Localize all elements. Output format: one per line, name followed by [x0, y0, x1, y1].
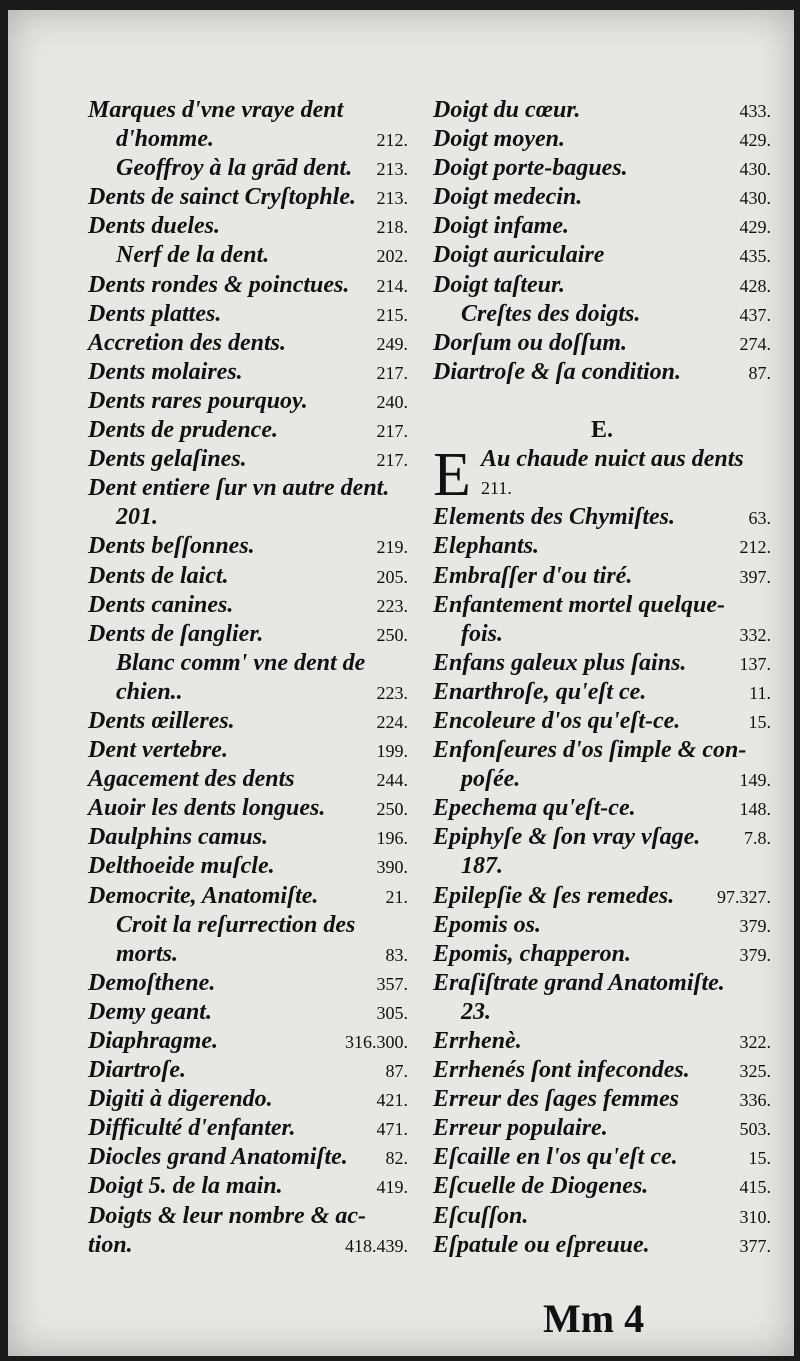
- index-entry-text: Dent entiere ſur vn autre dent.: [88, 475, 390, 502]
- index-entry-text: Doigt moyen.: [433, 126, 565, 153]
- index-entry-page-ref: 379.: [739, 944, 771, 965]
- index-entry-text: Diartroſe.: [88, 1057, 186, 1084]
- index-entry-text: Doigt infame.: [433, 213, 569, 240]
- index-entry-text: Dents molaires.: [88, 358, 243, 385]
- index-entry: [88, 329, 408, 358]
- index-entry-page-ref: 214.: [376, 275, 408, 296]
- index-entry-page-ref: 390.: [376, 857, 408, 878]
- right-column-bottom-entries: [433, 503, 771, 1259]
- index-entry: [433, 882, 771, 911]
- index-entry: [88, 1114, 408, 1143]
- index-entry: [433, 998, 771, 1027]
- index-entry: [88, 1056, 408, 1085]
- index-entry-text: Croit la reſurrection des: [116, 911, 356, 938]
- index-entry-page-ref: 322.: [739, 1032, 771, 1052]
- index-entry-page-ref: 377.: [739, 1235, 771, 1256]
- index-entry-text: Epomis os.: [433, 911, 542, 938]
- index-entry-page-ref: 332.: [739, 624, 771, 645]
- index-entry: [88, 1027, 408, 1056]
- index-entry: [433, 125, 771, 154]
- index-entry: [88, 620, 408, 649]
- index-entry-page-ref: 223.: [376, 595, 408, 616]
- index-column-left: [88, 96, 408, 1260]
- index-entry: [88, 154, 408, 183]
- index-entry-text: Elephants.: [433, 533, 540, 560]
- index-entry-text: Enfantement mortel quelque-: [433, 591, 726, 618]
- index-entry-text: Difficulté d'enfanter.: [88, 1115, 296, 1142]
- index-entry-text: Geoffroy à la grād dent.: [116, 155, 353, 182]
- index-entry-text: 201.: [116, 504, 158, 531]
- index-entry: [88, 562, 408, 591]
- index-entry-page-ref: 240.: [376, 391, 408, 412]
- index-entry: [88, 998, 408, 1027]
- index-entry-page-ref: 63.: [748, 508, 771, 529]
- index-entry: [88, 125, 408, 154]
- index-entry: [433, 503, 771, 532]
- index-entry-page-ref: 7.8.: [744, 828, 771, 849]
- index-entry-text: d'homme.: [116, 126, 215, 153]
- index-entry: [433, 736, 771, 765]
- index-entry-text: Dents gelaſines.: [88, 446, 247, 473]
- index-entry: [88, 911, 408, 940]
- index-entry-text: Dents rares pourquoy.: [88, 387, 308, 414]
- index-entry: [433, 940, 771, 969]
- index-entry-page-ref: 325.: [739, 1061, 771, 1082]
- index-entry-page-ref: 437.: [739, 304, 771, 325]
- index-entry: [433, 765, 771, 794]
- index-entry-page-ref: 15.: [748, 711, 771, 732]
- index-entry-page-ref: 379.: [739, 915, 771, 936]
- index-entry-page-ref: 15.: [748, 1148, 771, 1169]
- index-entry: [433, 969, 771, 998]
- index-entry: [433, 1231, 771, 1260]
- index-entry-text: Diaphragme.: [88, 1028, 219, 1054]
- index-entry: [433, 1085, 771, 1114]
- index-entry-text: Democrite, Anatomiſte.: [88, 882, 319, 909]
- index-entry-page-ref: 244.: [376, 770, 408, 791]
- index-entry: [88, 532, 408, 561]
- index-entry-text: Eſcaille en l'os qu'eſt ce.: [433, 1144, 678, 1171]
- index-entry-text: Enfans galeux plus ſains.: [433, 649, 687, 676]
- index-entry: [88, 707, 408, 736]
- index-entry-page-ref: 97.327.: [717, 886, 771, 907]
- index-entry-text: Doigt auriculaire: [433, 242, 605, 269]
- index-entry-text: Erreur populaire.: [433, 1115, 608, 1142]
- index-entry-page-ref: 250.: [376, 799, 408, 820]
- index-entry-text: Enarthroſe, qu'eſt ce.: [433, 678, 647, 705]
- index-entry-text: Epomis, chapperon.: [433, 940, 632, 967]
- index-entry-text: Marques d'vne vraye dent: [88, 97, 344, 123]
- index-entry-page-ref: 148.: [739, 799, 771, 820]
- index-entry-page-ref: 418.439.: [345, 1235, 408, 1256]
- index-entry-text: Erreur des ſages femmes: [433, 1086, 679, 1113]
- index-entry-page-ref: 87.: [385, 1061, 408, 1082]
- signature-mark: Mm 4: [543, 1296, 645, 1341]
- index-entry: [433, 154, 771, 183]
- index-entry-page-ref: 213.: [376, 188, 408, 209]
- index-entry-page-ref: 137.: [739, 653, 771, 674]
- index-entry-text: Embraſſer d'ou tiré.: [433, 562, 633, 589]
- index-entry-page-ref: 205.: [376, 566, 408, 587]
- section-letter-heading: E.: [590, 417, 613, 444]
- index-entry-text: 23.: [461, 998, 491, 1025]
- index-entry: [88, 445, 408, 474]
- index-entry: [433, 620, 771, 649]
- index-entry-text: Doigt taſteur.: [433, 271, 566, 298]
- index-entry: [88, 1085, 408, 1114]
- index-entry-text: Diartroſe & ſa condition.: [433, 358, 682, 385]
- index-entry: [433, 1172, 771, 1201]
- index-entry-page-ref: 397.: [739, 566, 771, 587]
- index-entry-text: Diocles grand Anatomiſte.: [88, 1144, 348, 1171]
- index-entry: [433, 183, 771, 212]
- right-column-top-entries: [433, 96, 771, 387]
- index-entry: [88, 852, 408, 881]
- index-entry-page-ref: 21.: [385, 886, 408, 907]
- index-entry-text: Eraſiſtrate grand Anatomiſte.: [433, 969, 725, 996]
- section-spacer: [433, 387, 771, 416]
- index-column-right: [433, 96, 771, 1260]
- index-entry-text: Elements des Chymiſtes.: [433, 504, 675, 531]
- index-entry: [88, 736, 408, 765]
- index-entry-text: Demoſthene.: [88, 969, 216, 996]
- index-entry-page-ref: 223.: [376, 682, 408, 703]
- index-entry-page-ref: 429.: [739, 130, 771, 151]
- index-entry: [88, 96, 408, 125]
- index-entry-page-ref: 202.: [376, 246, 408, 267]
- index-entry-text: 187.: [461, 853, 503, 880]
- index-entry-text: Dents dueles.: [88, 213, 220, 240]
- index-entry-text: chien..: [116, 678, 183, 705]
- index-entry-page-ref: 316.300.: [345, 1032, 408, 1052]
- index-entry-page-ref: 430.: [739, 188, 771, 209]
- index-entry-page-ref: 213.: [376, 159, 408, 180]
- index-entry: [88, 1143, 408, 1172]
- index-entry-page-ref: 336.: [739, 1090, 771, 1111]
- index-entry: [88, 969, 408, 998]
- index-entry-page-ref: 428.: [739, 275, 771, 296]
- index-entry-text: Doigt porte-bagues.: [433, 155, 628, 182]
- index-entry-text: tion.: [88, 1231, 133, 1258]
- index-entry-text: Errhenè.: [433, 1028, 522, 1054]
- index-entry: [88, 271, 408, 300]
- index-entry-page-ref: 435.: [739, 246, 771, 267]
- index-entry-text: Dents rondes & poinctues.: [88, 271, 350, 298]
- index-entry: [433, 562, 771, 591]
- index-entry-text: Dents œilleres.: [88, 707, 235, 734]
- index-entry: [433, 911, 771, 940]
- index-entry-page-ref: 421.: [376, 1090, 408, 1111]
- index-entry-page-ref: 217.: [376, 421, 408, 442]
- dropcap-entry-text: Au chaude nuict aus dents: [481, 446, 744, 473]
- index-entry-text: Agacement des dents: [88, 766, 295, 793]
- index-entry-text: Errhenés ſont infecondes.: [433, 1057, 690, 1084]
- index-entry: [88, 794, 408, 823]
- index-entry-page-ref: 224.: [376, 711, 408, 732]
- index-entry-page-ref: 429.: [739, 217, 771, 238]
- index-entry-text: Doigt medecin.: [433, 184, 583, 211]
- index-entry: [88, 300, 408, 329]
- index-entry-page-ref: 249.: [376, 333, 408, 354]
- index-entry-text: Blanc comm' vne dent de: [116, 649, 366, 676]
- index-entry: [433, 271, 771, 300]
- index-entry-page-ref: 11.: [749, 682, 771, 703]
- index-entry-text: Accretion des dents.: [88, 329, 286, 356]
- index-entry: [88, 474, 408, 503]
- index-entry-text: Doigts & leur nombre & ac-: [88, 1202, 367, 1229]
- index-entry: [88, 1231, 408, 1260]
- index-entry-page-ref: 305.: [376, 1002, 408, 1023]
- dropcap-entry-ref: 211.: [481, 478, 512, 499]
- index-entry-text: Eſcuelle de Diogenes.: [433, 1173, 649, 1200]
- index-entry-page-ref: 433.: [739, 101, 771, 121]
- index-entry: [88, 882, 408, 911]
- index-entry: [433, 1202, 771, 1231]
- index-entry-text: Digiti à digerendo.: [88, 1086, 273, 1113]
- index-entry-text: Auoir les dents longues.: [88, 795, 326, 822]
- index-entry-page-ref: 430.: [739, 159, 771, 180]
- index-entry: [88, 678, 408, 707]
- index-entry-text: Dents de laict.: [88, 562, 229, 589]
- index-entry: [88, 765, 408, 794]
- index-entry: [433, 823, 771, 852]
- index-entry: [88, 1172, 408, 1201]
- index-entry: [433, 1056, 771, 1085]
- index-entry: [433, 241, 771, 270]
- index-entry-text: Dents beſſonnes.: [88, 533, 255, 560]
- index-entry-page-ref: 217.: [376, 362, 408, 383]
- index-entry-page-ref: 218.: [376, 217, 408, 238]
- index-entry: [433, 358, 771, 387]
- index-entry: [433, 300, 771, 329]
- index-entry-page-ref: 310.: [739, 1206, 771, 1227]
- index-entry: [433, 649, 771, 678]
- index-entry-page-ref: 415.: [739, 1177, 771, 1198]
- index-entry: [88, 212, 408, 241]
- index-entry: [433, 678, 771, 707]
- index-entry: [88, 823, 408, 852]
- index-entry-page-ref: 83.: [385, 944, 408, 965]
- index-entry-text: Demy geant.: [88, 998, 212, 1025]
- index-entry: [433, 794, 771, 823]
- index-entry-text: Dorſum ou doſſum.: [433, 329, 628, 356]
- index-entry-text: Epiphyſe & ſon vray vſage.: [433, 824, 701, 851]
- index-entry: [88, 591, 408, 620]
- index-entry-page-ref: 82.: [385, 1148, 408, 1169]
- index-entry: [433, 532, 771, 561]
- index-entry-page-ref: 199.: [376, 741, 408, 762]
- index-entry-text: Enfonſeures d'os ſimple & con-: [433, 737, 747, 764]
- index-entry-text: Creſtes des doigts.: [461, 300, 641, 327]
- index-entry-text: Daulphins camus.: [88, 824, 269, 851]
- dropcap-entry: [433, 441, 771, 510]
- index-entry: [88, 940, 408, 969]
- index-entry-page-ref: 357.: [376, 973, 408, 994]
- index-entry: [433, 96, 771, 125]
- index-entry-text: Dents de ſanglier.: [88, 620, 264, 647]
- index-entry-text: poſée.: [461, 766, 521, 793]
- index-entry: [433, 707, 771, 736]
- index-entry: [88, 503, 408, 532]
- index-entry-text: Doigt 5. de la main.: [88, 1173, 283, 1200]
- index-entry-text: Eſcuſſon.: [433, 1202, 529, 1229]
- index-entry-text: Delthoeide muſcle.: [88, 853, 275, 880]
- index-entry-text: Nerf de la dent.: [116, 242, 270, 269]
- book-page: [8, 10, 794, 1356]
- index-entry-page-ref: 149.: [739, 770, 771, 791]
- index-entry: [433, 591, 771, 620]
- index-entry: [88, 358, 408, 387]
- index-entry-page-ref: 250.: [376, 624, 408, 645]
- index-entry-text: Dent vertebre.: [88, 737, 228, 764]
- index-entry-text: Dents plattes.: [88, 300, 222, 327]
- index-entry-page-ref: 217.: [376, 450, 408, 471]
- index-entry: [433, 1143, 771, 1172]
- index-entry-text: Eſpatule ou eſpreuue.: [433, 1231, 650, 1258]
- index-entry-text: Encoleure d'os qu'eſt-ce.: [433, 707, 681, 734]
- index-entry-text: Epechema qu'eſt-ce.: [433, 795, 636, 822]
- index-entry: [433, 329, 771, 358]
- index-entry-text: fois.: [461, 620, 503, 647]
- index-entry-page-ref: 212.: [739, 537, 771, 558]
- index-entry: [88, 1202, 408, 1231]
- index-entry: [88, 183, 408, 212]
- index-entry-text: Doigt du cœur.: [433, 97, 581, 123]
- index-entry: [433, 1027, 771, 1056]
- index-entry-text: Epilepſie & ſes remedes.: [433, 882, 675, 909]
- index-entry-page-ref: 87.: [748, 362, 771, 383]
- index-entry: [433, 852, 771, 881]
- dropcap-letter: E: [433, 441, 471, 510]
- index-entry-text: Dents de sainct Cryſtophle.: [88, 184, 356, 211]
- index-entry-page-ref: 219.: [376, 537, 408, 558]
- index-entry-page-ref: 471.: [376, 1119, 408, 1140]
- index-entry: [88, 416, 408, 445]
- index-entry: [88, 387, 408, 416]
- index-entry: [433, 1114, 771, 1143]
- index-entry-page-ref: 212.: [376, 130, 408, 151]
- index-entry: [433, 212, 771, 241]
- index-entry-text: Dents de prudence.: [88, 417, 278, 444]
- index-entry-text: Dents canines.: [88, 591, 234, 618]
- index-entry: [88, 649, 408, 678]
- index-entry-page-ref: 503.: [739, 1119, 771, 1140]
- index-entry: [88, 241, 408, 270]
- index-entry-page-ref: 419.: [376, 1177, 408, 1198]
- index-entry-page-ref: 215.: [376, 304, 408, 325]
- index-entry-page-ref: 196.: [376, 828, 408, 849]
- index-entry-text: morts.: [116, 940, 179, 967]
- index-entry-page-ref: 274.: [739, 333, 771, 354]
